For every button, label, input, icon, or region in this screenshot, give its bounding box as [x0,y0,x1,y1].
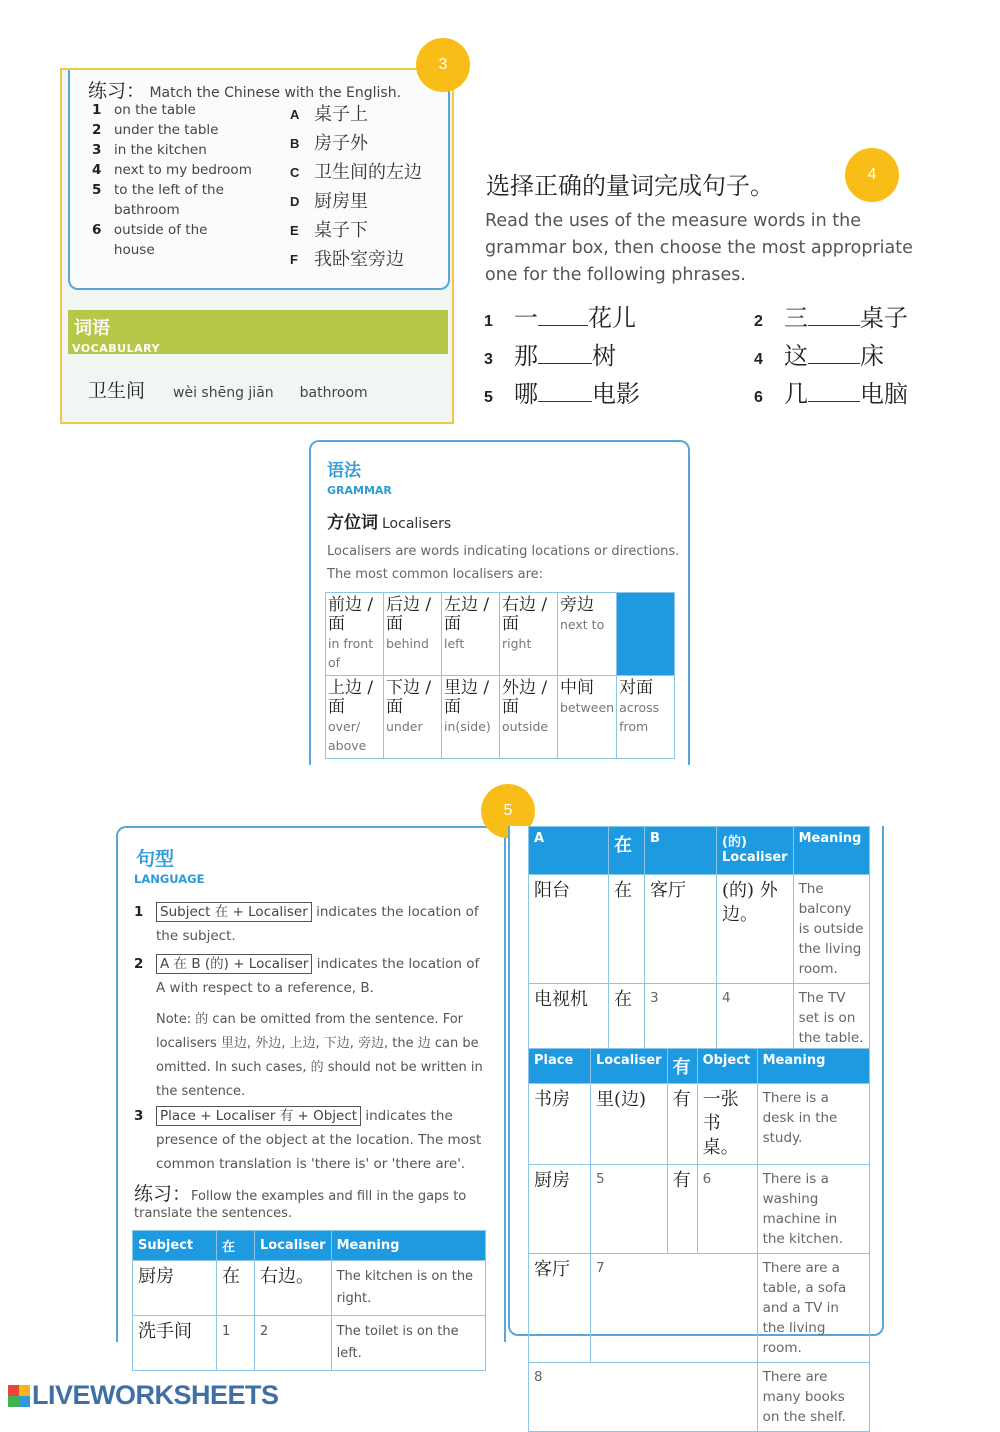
list-item: bathroom [114,202,180,218]
phrase-item: 5 哪 电影 [484,374,640,409]
vocabulary-banner: 词语 VOCABULARY [68,310,448,354]
language-panel [116,826,506,1361]
logo-icon [8,1385,30,1407]
answer-blank[interactable] [808,299,860,326]
table-cell: 旁边 next to [558,593,617,676]
section-number-badge: 3 [416,38,470,92]
table-row: 书房 里(边) 有 一张书桌。 There is a desk in the study. [529,1084,870,1165]
table-row: 厨房 在 右边。 The kitchen is on the right. [133,1261,486,1316]
phrase-item: 6 几 电脑 [754,374,908,409]
section-number-badge: 5 [481,784,535,838]
table-header-row: A 在 B (的) Localiser Meaning [529,827,870,875]
language-rule-2: 2 A 在 B (的) + Localiser indicates the location of A with respect to a reference, B. [134,956,480,996]
phrase-item: 2 三 桌子 [754,298,908,333]
list-item: 1 on the table [92,102,196,118]
exercise-heading: 选择正确的量词完成句子。 [486,172,774,200]
table-cell: 后边 / 面 behind [384,593,442,676]
grammar-title: 语法 [327,461,361,481]
table-header-row: Subject 在 Localiser Meaning [133,1231,486,1261]
table-cell: 里边 / 面 in(side) [442,676,500,759]
list-item: E 桌子下 [290,220,368,241]
table-cell: 上边 / 面 over/ above [326,676,384,759]
answer-cell-1[interactable]: 1 [217,1316,255,1371]
grammar-subtitle: GRAMMAR [327,484,392,497]
answer-blank[interactable] [808,375,860,402]
phrase-item: 4 这 床 [754,336,884,371]
language-rule-3: 3 Place + Localiser 有 + Object indicates the presence of the object at the location. The most common translation is 'there is' or 'there are'. [134,1108,482,1172]
list-item: C 卫生间的左边 [290,162,422,183]
list-item: 3 in the kitchen [92,142,207,158]
match-exercise-panel [60,68,454,424]
answer-blank[interactable] [808,337,860,364]
table-row [326,676,675,759]
table-row: 客厅 7 There are a table, a sofa and a TV in the living room. [529,1254,870,1363]
table-row: 8 There are many books on the shelf. [529,1363,870,1432]
table-cell: 外边 / 面 outside [500,676,558,759]
language-title: 句型 [136,848,175,870]
answer-blank[interactable] [538,337,592,364]
localiser-table [325,592,675,759]
section-number-badge: 4 [845,148,899,202]
grammar-topic: 方位词 Localisers [327,513,452,533]
practice-table-1 [132,1230,486,1371]
table-row: 电视机 在 3 4 The TV set is on the table. [529,984,870,1053]
table-row [326,593,675,676]
exercise-instructions: Read the uses of the measure words in the grammar box, then choose the most appropriate one for the following phrases. [485,211,913,285]
practice-table-2 [528,826,870,1053]
grammar-description: Localisers are words indicating locations or directions. The most common localisers are: [327,544,680,582]
match-exercise-title: 练习： Match the Chinese with the English. [88,80,402,102]
list-item: A 桌子上 [290,104,368,125]
list-item: 6 outside of the house [92,222,208,258]
language-subtitle: LANGUAGE [134,872,205,886]
chinese-phrase-list [290,100,460,274]
table-cell: 左边 / 面 left [442,593,500,676]
table-row: 阳台 在 客厅 (的) 外边。 The balcony is outside the living room. [529,875,870,984]
list-item: B 房子外 [290,133,368,154]
answer-cell-8[interactable]: 8 [529,1363,758,1432]
table-row: 厨房 5 有 6 There is a washing machine in the kitchen. [529,1165,870,1254]
answer-cell-2[interactable]: 2 [255,1316,332,1371]
table-cell: 前边 / 面 in front of [326,593,384,676]
answer-cell-3[interactable]: 3 [645,984,717,1053]
liveworksheets-logo [8,1380,279,1411]
list-item: D 厨房里 [290,191,368,212]
practice-instructions: 练习：Follow the examples and fill in the gaps to translate the sentences. [134,1183,467,1221]
language-rule-1: 1 Subject 在 + Localiser indicates the location of the subject. [134,904,479,944]
table-cell: 下边 / 面 under [384,676,442,759]
list-item: 2 under the table [92,122,219,138]
phrase-item: 3 那 树 [484,336,616,371]
table-cell-highlight [617,593,675,676]
practice-tables-panel [508,826,884,1425]
grammar-box [309,440,690,765]
table-header-row: Place Localiser 有 Object Meaning [529,1049,870,1084]
table-cell: 对面 across from [617,676,675,759]
phrase-item: 1 一 花儿 [484,298,636,333]
answer-cell-6[interactable]: 6 [697,1165,757,1254]
answer-cell-5[interactable]: 5 [591,1165,668,1254]
answer-cell-7[interactable]: 7 [591,1254,758,1363]
logo-text: LIVEWORKSHEETS [32,1380,279,1410]
answer-cell-4[interactable]: 4 [717,984,794,1053]
table-cell: 中间 between [558,676,617,759]
language-note: Note: 的 can be omitted from the sentence. For localisers 里边, 外边, 上边, 下边, 旁边, the 边 can be omitted. In such cases, 的 should not be written in the sentence. [156,1012,483,1099]
list-item: F 我卧室旁边 [290,249,404,270]
answer-blank[interactable] [538,299,588,326]
practice-table-3 [528,1048,870,1432]
english-phrase-list [92,100,252,260]
answer-blank[interactable] [538,375,592,402]
match-exercise-box [68,70,450,290]
table-cell: 右边 / 面 right [500,593,558,676]
list-item: 4 next to my bedroom [92,162,252,178]
list-item: 5 to the left of the [92,182,224,198]
table-row: 洗手间 1 2 The toilet is on the left. [133,1316,486,1371]
vocabulary-entry: 卫生间 wèi shēng jiān bathroom [88,380,368,402]
